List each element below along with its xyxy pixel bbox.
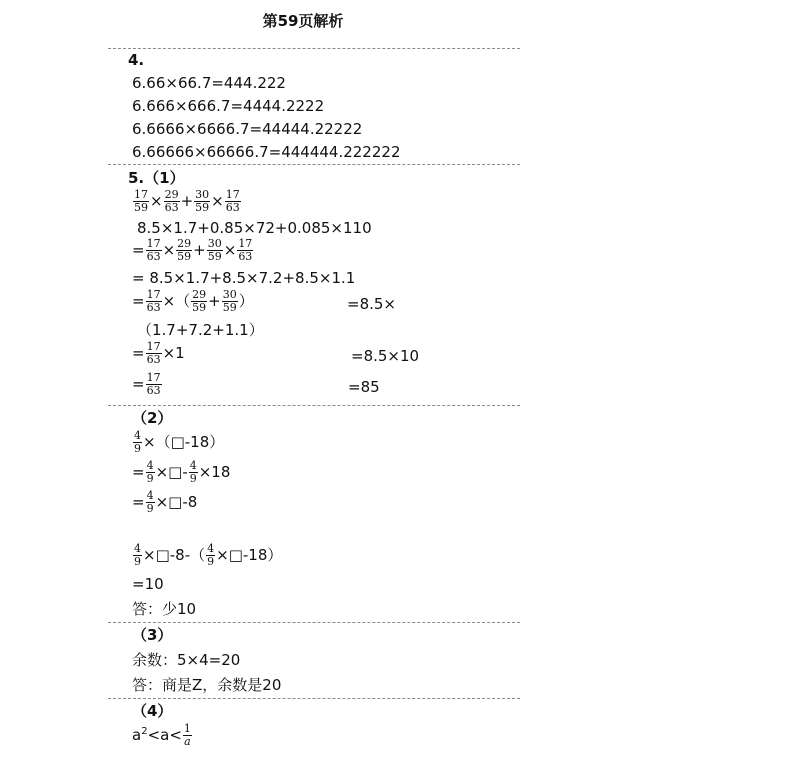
q5-2-line-3: = $\frac{4}{9}$ ×□-8 xyxy=(132,489,198,515)
question-5-part-4-label: （4） xyxy=(132,702,173,720)
q5-1-line-7-right: =8.5×10 xyxy=(351,347,420,365)
q5-2-answer: 答：少10 xyxy=(132,600,197,618)
divider xyxy=(108,405,520,406)
page-title: 第59页解析 xyxy=(262,12,344,30)
question-5-part-1-label: 5.（1） xyxy=(128,169,185,187)
q5-1-line-5-right: =8.5× xyxy=(347,295,396,313)
fraction: $\frac{4}{9}$ xyxy=(189,459,197,485)
q5-3-answer: 答：商是Z，余数是20 xyxy=(132,676,282,694)
q5-1-line-7: = $\frac{17}{63}$ ×1 xyxy=(132,340,185,366)
fraction: $\frac{17}{63}$ xyxy=(146,371,161,397)
fraction: $\frac{4}{9}$ xyxy=(146,459,154,485)
divider xyxy=(108,698,520,699)
q5-1-line-5: = $\frac{17}{63}$ ×（ $\frac{29}{59}$ + $\frac{30}{59}$ ） xyxy=(132,288,254,314)
fraction: $\frac{4}{9}$ xyxy=(134,429,141,455)
q4-line-4: 6.66666×66666.7=444444.222222 xyxy=(132,143,401,161)
fraction: $\frac{17}{59}$ xyxy=(134,188,148,214)
question-5-part-2-label: （2） xyxy=(132,409,173,427)
q5-1-line-4: = 8.5×1.7+8.5×7.2+8.5×1.1 xyxy=(132,269,356,287)
fraction: $\frac{17}{63}$ xyxy=(146,237,161,263)
fraction: $\frac{29}{59}$ xyxy=(177,237,192,263)
fraction: $\frac{30}{59}$ xyxy=(222,288,237,314)
q4-line-2: 6.666×666.7=4444.2222 xyxy=(132,97,325,115)
q5-2-line-4: $\frac{4}{9}$ ×□-8-（ $\frac{4}{9}$ ×□-18） xyxy=(134,542,283,568)
question-4-label: 4. xyxy=(128,51,145,69)
q5-1-line-2: 8.5×1.7+0.85×72+0.085×110 xyxy=(137,219,372,237)
q5-4-line-1: $a^2<a<$ $\frac{1}{a}$ xyxy=(132,722,191,748)
fraction: $\frac{4}{9}$ xyxy=(134,542,141,568)
q5-1-line-6: （1.7+7.2+1.1） xyxy=(137,321,264,339)
fraction: $\frac{30}{59}$ xyxy=(207,237,222,263)
q5-1-line-1: $\frac{17}{59}$ × $\frac{29}{63}$ + $\frac{30}{59}$ × $\frac{17}{63}$ xyxy=(134,188,240,214)
fraction: $\frac{29}{63}$ xyxy=(164,188,179,214)
q5-1-line-8: = $\frac{17}{63}$ xyxy=(132,371,161,397)
fraction: $\frac{17}{63}$ xyxy=(146,288,161,314)
fraction: $\frac{17}{63}$ xyxy=(225,188,240,214)
fraction: $\frac{17}{63}$ xyxy=(238,237,253,263)
q4-line-1: 6.66×66.7=444.222 xyxy=(132,74,286,92)
fraction: $\frac{17}{63}$ xyxy=(146,340,161,366)
q5-1-line-8-right: =85 xyxy=(348,378,380,396)
q5-2-line-2: = $\frac{4}{9}$ ×□- $\frac{4}{9}$ ×18 xyxy=(132,459,231,485)
q5-2-line-5: =10 xyxy=(132,575,164,593)
q5-1-line-3: = $\frac{17}{63}$ × $\frac{29}{59}$ + $\frac{30}{59}$ × $\frac{17}{63}$ xyxy=(132,237,253,263)
question-5-part-3-label: （3） xyxy=(132,626,173,644)
fraction: $\frac{29}{59}$ xyxy=(192,288,207,314)
fraction: $\frac{30}{59}$ xyxy=(195,188,210,214)
q5-2-line-1: $\frac{4}{9}$ ×（□-18） xyxy=(134,429,225,455)
divider xyxy=(108,622,520,623)
divider xyxy=(108,164,520,165)
fraction: $\frac{4}{9}$ xyxy=(146,489,154,515)
fraction: $\frac{4}{9}$ xyxy=(207,542,215,568)
q4-line-3: 6.6666×6666.7=44444.22222 xyxy=(132,120,363,138)
divider xyxy=(108,48,520,49)
fraction: $\frac{1}{a}$ xyxy=(183,722,191,748)
q5-3-line-1: 余数：5×4=20 xyxy=(132,651,241,669)
